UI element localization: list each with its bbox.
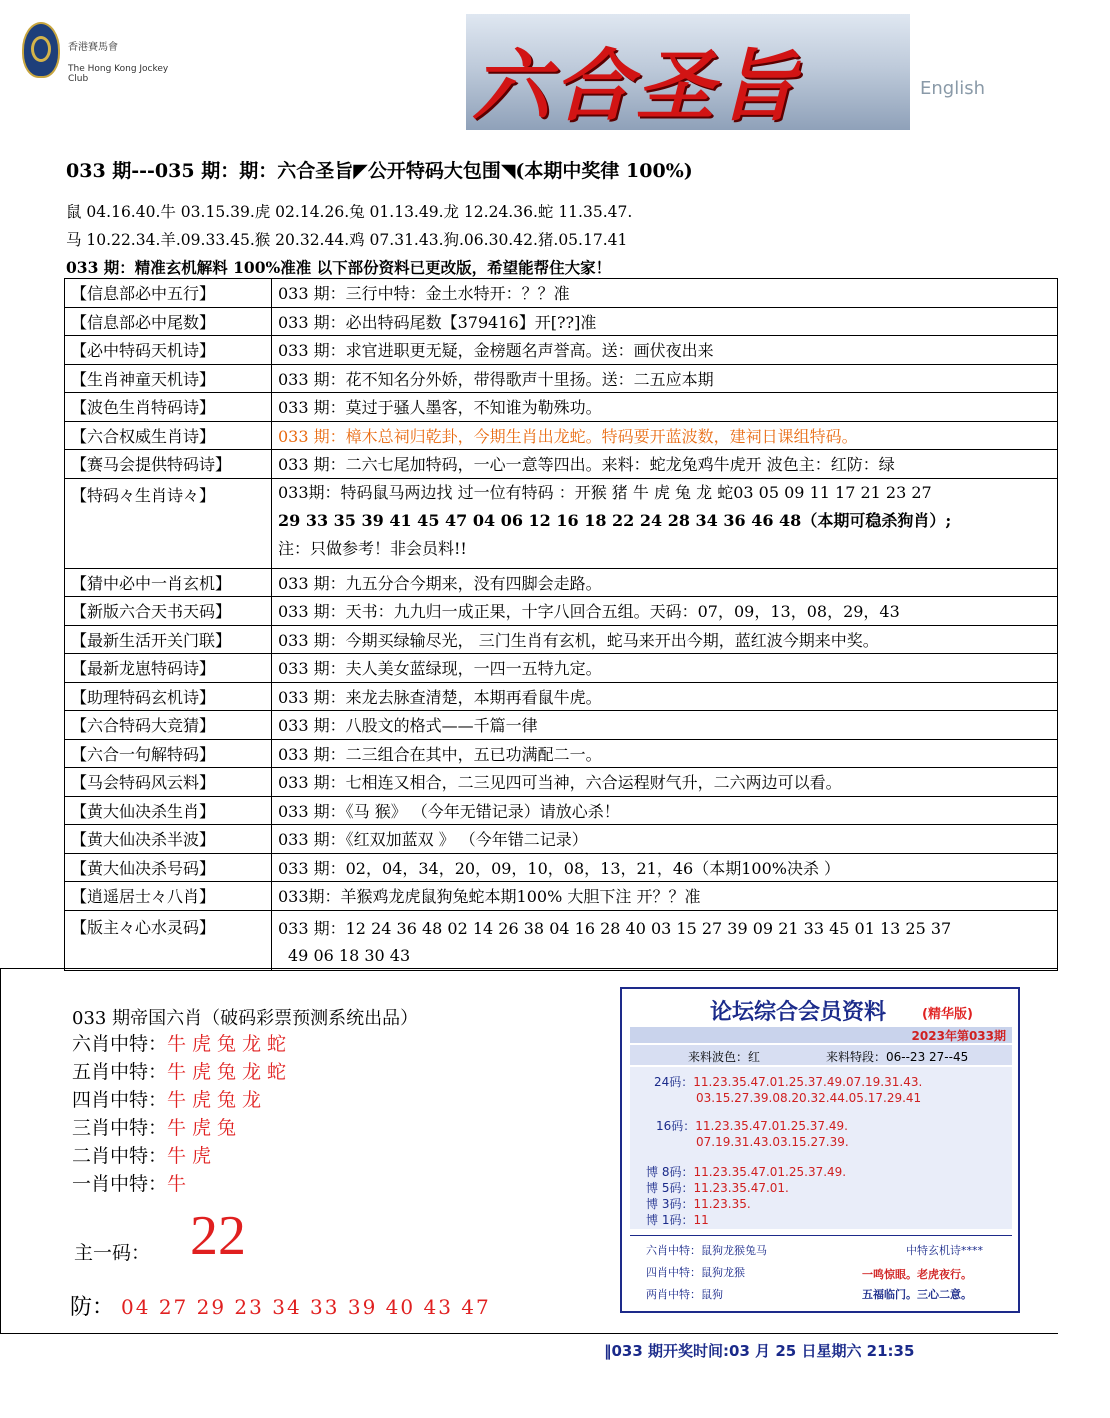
xiao-row	[72, 1142, 418, 1170]
zodiac-numbers-line-1: 鼠 04.16.40.牛 03.15.39.虎 02.14.26.兔 01.13.49.龙 12.24.36.蛇 11.35.47.	[66, 203, 633, 221]
table-row	[65, 307, 1058, 336]
card-row-value: 11	[693, 1213, 709, 1227]
divider	[0, 968, 1058, 969]
row-value: 033 期：必出特码尾数【379416】开[??]准	[272, 307, 1058, 336]
xiao-row	[72, 1058, 418, 1086]
divider	[0, 1333, 1058, 1334]
banner-title: 六合圣旨	[472, 41, 801, 132]
row-label: 【生肖神童天机诗】	[65, 364, 272, 393]
row-label: 【六合权威生肖诗】	[65, 421, 272, 450]
row-value-line: 49 06 18 30 43	[288, 945, 411, 965]
table-row	[65, 336, 1058, 365]
table-row	[65, 910, 1058, 970]
xiao-label: 五肖中特：	[72, 1061, 168, 1083]
row-value: 033 期：二三组合在其中，五已功满配二一。	[272, 739, 1058, 768]
card-row-label: 博 3码：	[646, 1197, 694, 1211]
jockey-club-badge-icon	[22, 22, 60, 78]
divider	[0, 968, 1, 1333]
card-header	[630, 993, 1012, 1031]
xiao-label: 六肖中特：	[72, 1033, 168, 1055]
xiao-row	[72, 1086, 418, 1114]
row-label: 【赛马会提供特码诗】	[65, 450, 272, 479]
fang-label: 防：	[70, 1295, 115, 1320]
fang-values: 04 27 29 23 34 33 39 40 43 47	[121, 1295, 491, 1319]
six-xiao-section	[72, 1004, 418, 1198]
xiao-label: 四肖中特：	[72, 1089, 168, 1111]
card-foot-left-1: 六肖中特：鼠狗龙猴兔马	[646, 1244, 767, 1257]
card-row	[696, 1091, 921, 1105]
card-bose: 来料波色：红	[688, 1050, 761, 1064]
card-row	[646, 1211, 709, 1228]
row-value-line: 注：只做参考！非会员料!!	[278, 538, 467, 558]
card-row-label: 博 8码：	[646, 1165, 694, 1179]
row-value: 033 期：三行中特：金土水特开：？？准	[272, 279, 1058, 308]
card-row-label: 16码：	[656, 1119, 696, 1133]
card-edition: (精华版)	[922, 1007, 973, 1022]
table-row	[65, 597, 1058, 626]
table-row	[65, 478, 1058, 568]
card-row-value: 11.23.35.47.01.25.37.49.	[695, 1119, 848, 1133]
row-label: 【马会特码风云料】	[65, 768, 272, 797]
draw-time: ‖033 期开奖时间:03 月 25 日星期六 21:35	[604, 1342, 915, 1360]
row-value: 033 期：天书：九九归一成正果，十字八回合五组。天码：07，09，13，08，29，43	[272, 597, 1058, 626]
row-value: 033 期：《红双加蓝双 》 （今年错二记录）	[272, 825, 1058, 854]
row-label: 【波色生肖特码诗】	[65, 393, 272, 422]
table-row	[65, 421, 1058, 450]
row-label: 【助理特码玄机诗】	[65, 682, 272, 711]
main-code: 22	[190, 1205, 246, 1267]
xiao-value: 牛虎	[167, 1145, 218, 1167]
table-row	[65, 853, 1058, 882]
row-value: 033 期：《马 猴》 （今年无错记录）请放心杀！	[272, 796, 1058, 825]
row-label: 【六合一句解特码】	[65, 739, 272, 768]
card-body	[630, 1067, 1012, 1229]
row-label: 【最新生活开关门联】	[65, 625, 272, 654]
table-row	[65, 825, 1058, 854]
card-row-value: 07.19.31.43.03.15.27.39.	[696, 1135, 849, 1149]
card-row	[656, 1117, 848, 1134]
card-row	[696, 1135, 849, 1149]
row-label: 【必中特码天机诗】	[65, 336, 272, 365]
card-row-value: 11.23.35.	[693, 1197, 751, 1211]
table-row	[65, 279, 1058, 308]
row-label: 【版主々心水灵码】	[65, 910, 272, 970]
xiao-value: 牛虎兔龙蛇	[167, 1033, 293, 1055]
card-row-value: 11.23.35.47.01.	[693, 1181, 789, 1195]
row-value	[272, 910, 1058, 970]
row-label: 【信息部必中尾数】	[65, 307, 272, 336]
table-row	[65, 364, 1058, 393]
card-title: 论坛综合会员资料	[710, 1000, 887, 1025]
row-label: 【特码々生肖诗々】	[65, 478, 272, 568]
row-value: 033 期：二六七尾加特码，一心一意等四出。来料：蛇龙兔鸡牛虎开 波色主：红防：绿	[272, 450, 1058, 479]
headline: 033 期---035 期：期：六合圣旨◤公开特码大包围◥(本期中奖律 100%)	[66, 160, 693, 182]
table-row	[65, 739, 1058, 768]
card-row-value: 11.23.35.47.01.25.37.49.07.19.31.43.	[693, 1075, 923, 1089]
row-value-line: 033 期：12 24 36 48 02 14 26 38 04 16 28 40 03 15 27 39 09 21 33 45 01 13 25 37	[278, 918, 952, 938]
card-row-value: 11.23.35.47.01.25.37.49.	[693, 1165, 847, 1179]
fang-row	[70, 1290, 491, 1321]
english-link[interactable]: English	[920, 78, 985, 99]
table-row	[65, 393, 1058, 422]
row-label: 【黄大仙决杀生肖】	[65, 796, 272, 825]
logo-cn-text: 香港賽馬會	[68, 42, 118, 53]
card-row	[654, 1073, 922, 1090]
row-value: 033 期：九五分合今期来，没有四脚会走路。	[272, 568, 1058, 597]
card-foot-right-title: 中特玄机诗****	[906, 1244, 983, 1257]
row-value: 033 期：02，04，34，20，09，10，08，13，21，46（本期100%决杀 ）	[272, 853, 1058, 882]
row-label: 【信息部必中五行】	[65, 279, 272, 308]
xiao-value: 牛虎兔龙蛇	[167, 1061, 293, 1083]
row-value: 033 期：莫过于骚人墨客，不知谁为勒殊功。	[272, 393, 1058, 422]
table-row	[65, 654, 1058, 683]
table-row	[65, 568, 1058, 597]
card-footer	[630, 1235, 1012, 1306]
card-row-label: 博 5码：	[646, 1181, 694, 1195]
row-label: 【逍遥居士々八肖】	[65, 882, 272, 911]
row-label: 【六合特码大竞猜】	[65, 711, 272, 740]
row-label: 【黄大仙决杀半波】	[65, 825, 272, 854]
xiao-value: 牛虎兔	[167, 1117, 243, 1139]
card-foot-left-2: 四肖中特：鼠狗龙猴	[646, 1266, 745, 1279]
jockey-club-logo	[22, 22, 172, 84]
table-row	[65, 625, 1058, 654]
main-code-label: 主一码：	[74, 1242, 151, 1264]
card-issue-bar	[630, 1027, 1012, 1043]
row-value: 033 期：今期买绿输尽光， 三门生肖有玄机，蛇马来开出今期，蓝红波今期来中奖。	[272, 625, 1058, 654]
card-row	[646, 1195, 751, 1212]
row-label: 【新版六合天书天码】	[65, 597, 272, 626]
table-row	[65, 450, 1058, 479]
logo-en-text: The Hong Kong Jockey Club	[68, 64, 169, 84]
table-row	[65, 768, 1058, 797]
card-foot-right-1: 一鸣惊眼。老虎夜行。	[862, 1268, 972, 1281]
row-label: 【黄大仙决杀号码】	[65, 853, 272, 882]
card-row	[646, 1163, 846, 1180]
prediction-table	[64, 278, 1058, 971]
xiao-value: 牛虎兔龙	[167, 1089, 268, 1111]
card-texiao: 来料特段：06--23 27--45	[826, 1050, 969, 1064]
card-row	[646, 1179, 789, 1196]
row-value-line: 033期：特码鼠马两边找 过一位有特码 ：开猴 猪 牛 虎 兔 龙 蛇03 05 09 11 17 21 23 27	[278, 482, 932, 502]
card-foot-left-3: 两肖中特：鼠狗	[646, 1288, 723, 1301]
zodiac-numbers-line-2: 马 10.22.34.羊.09.33.45.猴 20.32.44.鸡 07.31.43.狗.06.30.42.猪.05.17.41	[66, 231, 628, 249]
six-xiao-title: 033 期帝国六肖（破码彩票预测系统出品）	[72, 1008, 419, 1029]
table-row	[65, 682, 1058, 711]
table-row	[65, 882, 1058, 911]
table-row	[65, 711, 1058, 740]
xiao-label: 二肖中特：	[72, 1145, 168, 1167]
table-row	[65, 796, 1058, 825]
xiao-row	[72, 1114, 418, 1142]
card-row-label: 24码：	[654, 1075, 694, 1089]
xiao-value: 牛	[167, 1173, 193, 1195]
row-value: 033 期：八股文的格式——千篇一律	[272, 711, 1058, 740]
row-value: 033 期：夫人美女蓝绿现，一四一五特九定。	[272, 654, 1058, 683]
card-foot-right-2: 五福临门。三心二意。	[862, 1288, 972, 1301]
card-info-row	[630, 1045, 1012, 1065]
xiao-row	[72, 1030, 418, 1058]
title-banner	[466, 14, 910, 130]
row-value	[272, 478, 1058, 568]
forum-member-card	[620, 987, 1020, 1313]
row-value: 033 期：樟木总祠归乾卦，今期生肖出龙蛇。特码要开蓝波数，建祠日课组特码。	[272, 421, 1058, 450]
row-value-line: 29 33 35 39 41 45 47 04 06 12 16 18 22 24 28 34 36 46 48（本期可稳杀狗肖）;	[278, 510, 952, 530]
xiao-row	[72, 1170, 418, 1198]
intro-note: 033 期：精准玄机解料 100%准准 以下部份资料已更改版，希望能帮住大家！	[66, 258, 612, 277]
row-value: 033期：羊猴鸡龙虎鼠狗兔蛇本期100% 大胆下注 开？？准	[272, 882, 1058, 911]
row-value: 033 期：来龙去脉查清楚，本期再看鼠牛虎。	[272, 682, 1058, 711]
card-row-value: 03.15.27.39.08.20.32.44.05.17.29.41	[696, 1091, 922, 1105]
row-value: 033 期：花不知名分外娇，带得歌声十里扬。送：二五应本期	[272, 364, 1058, 393]
row-label: 【猜中必中一肖玄机】	[65, 568, 272, 597]
card-row-label: 博 1码：	[646, 1213, 694, 1227]
xiao-label: 三肖中特：	[72, 1117, 168, 1139]
row-value: 033 期：求官进职更无疑，金榜题名声誉高。送：画伏夜出来	[272, 336, 1058, 365]
row-label: 【最新龙崽特码诗】	[65, 654, 272, 683]
xiao-label: 一肖中特：	[72, 1173, 168, 1195]
row-value: 033 期：七相连又相合，二三见四可当神，六合运程财气升，二六两边可以看。	[272, 768, 1058, 797]
card-issue: 2023年第033期	[911, 1029, 1006, 1043]
